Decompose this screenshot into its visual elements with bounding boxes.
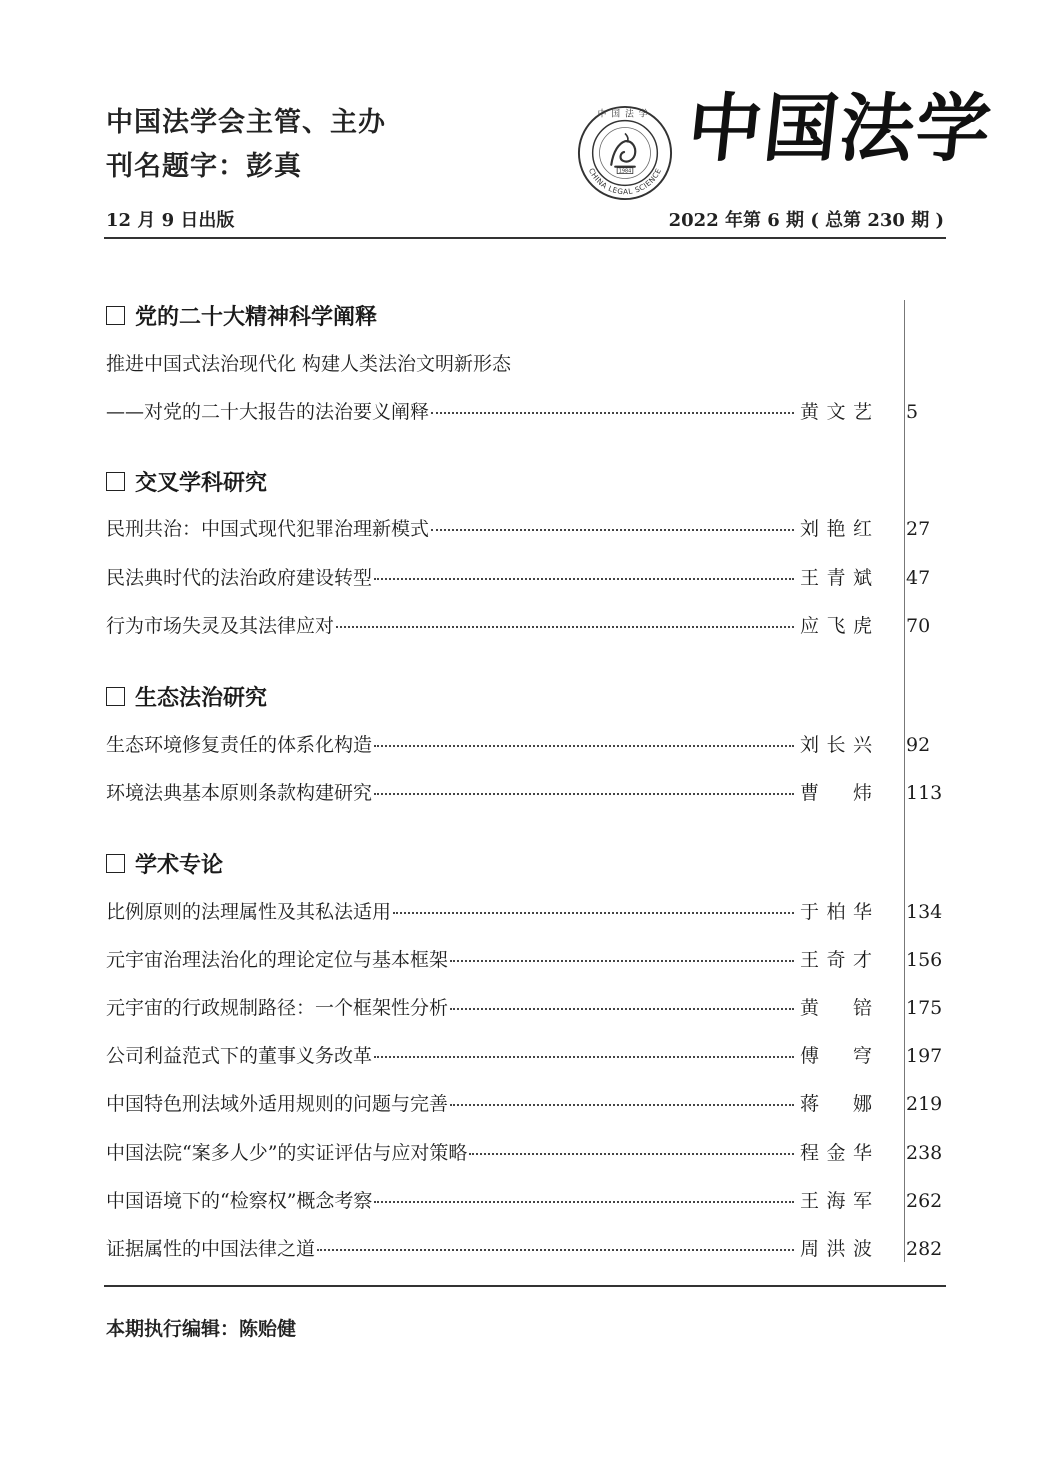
toc-entry-title: 行为市场失灵及其法律应对	[106, 615, 335, 637]
section-heading	[106, 466, 946, 498]
toc-entry-page: 27	[906, 518, 931, 540]
seal-top-text: 中国法学	[597, 109, 653, 120]
toc-entry[interactable]	[106, 1234, 946, 1266]
toc-entry[interactable]	[106, 1089, 946, 1121]
toc-entry[interactable]	[106, 397, 946, 429]
toc-entry-title: 比例原则的法理属性及其私法适用	[106, 901, 392, 923]
toc-entry-title: 民法典时代的法治政府建设转型	[106, 567, 373, 589]
toc-entry-author: 王海军	[800, 1190, 872, 1212]
toc-entry-page: 156	[906, 949, 943, 971]
toc-entry[interactable]	[106, 897, 946, 929]
checkbox-square-icon	[106, 306, 125, 325]
footer-divider	[104, 1285, 946, 1287]
checkbox-square-icon	[106, 472, 125, 491]
toc-entry[interactable]	[106, 730, 946, 762]
leader-dots	[450, 1104, 794, 1106]
toc-entry[interactable]	[106, 1138, 946, 1170]
checkbox-square-icon	[106, 854, 125, 873]
toc-entry-page: 92	[906, 734, 931, 756]
section-heading-text: 学术专论	[135, 852, 224, 878]
toc-entry[interactable]	[106, 611, 946, 643]
journal-masthead: 中国法学	[683, 86, 997, 172]
toc-entry-page: 113	[906, 782, 943, 804]
leader-dots	[431, 529, 794, 531]
toc-entry-author: 傅穹	[800, 1045, 872, 1067]
checkbox-square-icon	[106, 687, 125, 706]
title-calligraphy-line: 刊名题字：彭真	[106, 151, 302, 182]
leader-dots	[374, 1201, 794, 1203]
leader-dots	[374, 578, 794, 580]
toc-entry-page: 262	[906, 1190, 943, 1212]
header-divider	[104, 237, 946, 239]
toc-entry-author: 于柏华	[800, 901, 872, 923]
toc-entry-page: 282	[906, 1238, 943, 1260]
toc-entry[interactable]	[106, 563, 946, 595]
toc-entry-author: 黄锫	[800, 997, 872, 1019]
toc-entry-title: 元宇宙治理法治化的理论定位与基本框架	[106, 949, 449, 971]
toc-entry-author: 王青斌	[800, 567, 872, 589]
toc-entry-author: 周洪波	[800, 1238, 872, 1260]
leader-dots	[450, 1008, 794, 1010]
toc-entry-title: 中国语境下的“检察权”概念考察	[106, 1190, 373, 1212]
toc-entry-page: 70	[906, 615, 931, 637]
toc-entry-title: 环境法典基本原则条款构建研究	[106, 782, 373, 804]
toc-entry-title: 民刑共治：中国式现代犯罪治理新模式	[106, 518, 430, 540]
toc-entry-page: 219	[906, 1093, 943, 1115]
section-heading	[106, 300, 946, 332]
toc-entry[interactable]	[106, 1186, 946, 1218]
toc-entry-author: 应飞虎	[800, 615, 872, 637]
leader-dots	[336, 626, 794, 628]
leader-dots	[317, 1249, 794, 1251]
executive-editor-line: 本期执行编辑：陈贻健	[106, 1318, 297, 1340]
leader-dots	[374, 1056, 794, 1058]
toc-entry[interactable]	[106, 514, 946, 546]
sponsor-line: 中国法学会主管、主办	[106, 107, 386, 138]
toc-entry-page: 197	[906, 1045, 943, 1067]
toc-entry[interactable]	[106, 945, 946, 977]
leader-dots	[431, 412, 794, 414]
toc-entry-author: 曹炜	[800, 782, 872, 804]
toc-entry-page: 47	[906, 567, 931, 589]
toc-entry-author: 蒋娜	[800, 1093, 872, 1115]
section-heading	[106, 681, 946, 713]
toc-entry-title: ——对党的二十大报告的法治要义阐释	[106, 401, 430, 423]
section-heading-text: 交叉学科研究	[135, 470, 268, 496]
toc-entry-page: 5	[906, 401, 919, 423]
leader-dots	[469, 1153, 794, 1155]
toc-entry[interactable]	[106, 778, 946, 810]
section-heading	[106, 848, 946, 880]
issue-number: 2022 年第 6 期 ( 总第 230 期 )	[668, 210, 944, 231]
toc-entry-title: 元宇宙的行政规制路径：一个框架性分析	[106, 997, 449, 1019]
leader-dots	[393, 912, 794, 914]
toc-entry-author: 程金华	[800, 1142, 872, 1164]
publication-date: 12 月 9 日出版	[106, 210, 235, 231]
leader-dots	[374, 745, 794, 747]
toc-entry-title: 公司利益范式下的董事义务改革	[106, 1045, 373, 1067]
toc-entry-page: 175	[906, 997, 943, 1019]
toc-entry[interactable]	[106, 993, 946, 1025]
leader-dots	[450, 960, 794, 962]
toc-entry-title: 生态环境修复责任的体系化构造	[106, 734, 373, 756]
toc-entry-title: 中国特色刑法域外适用规则的问题与完善	[106, 1093, 449, 1115]
journal-seal-logo	[576, 104, 674, 202]
toc-entry-page: 238	[906, 1142, 943, 1164]
section-heading-text: 生态法治研究	[135, 685, 268, 711]
toc-entry-title: 证据属性的中国法律之道	[106, 1238, 316, 1260]
toc-entry-author: 刘长兴	[800, 734, 872, 756]
toc-entry-author: 黄文艺	[800, 401, 872, 423]
toc-entry-title: 中国法院“案多人少”的实证评估与应对策略	[106, 1142, 468, 1164]
seal-year: 1984	[618, 168, 632, 175]
toc-entry-author: 王奇才	[800, 949, 872, 971]
toc-entry[interactable]	[106, 1041, 946, 1073]
section-heading-text: 党的二十大精神科学阐释	[135, 304, 378, 330]
seal-ring-text: CHINA LEGAL SCIENCE	[586, 166, 664, 197]
leader-dots	[374, 793, 794, 795]
article-title-line: 推进中国式法治现代化 构建人类法治文明新形态	[106, 353, 512, 375]
toc-entry-author: 刘艳红	[800, 518, 872, 540]
toc-entry-page: 134	[906, 901, 943, 923]
